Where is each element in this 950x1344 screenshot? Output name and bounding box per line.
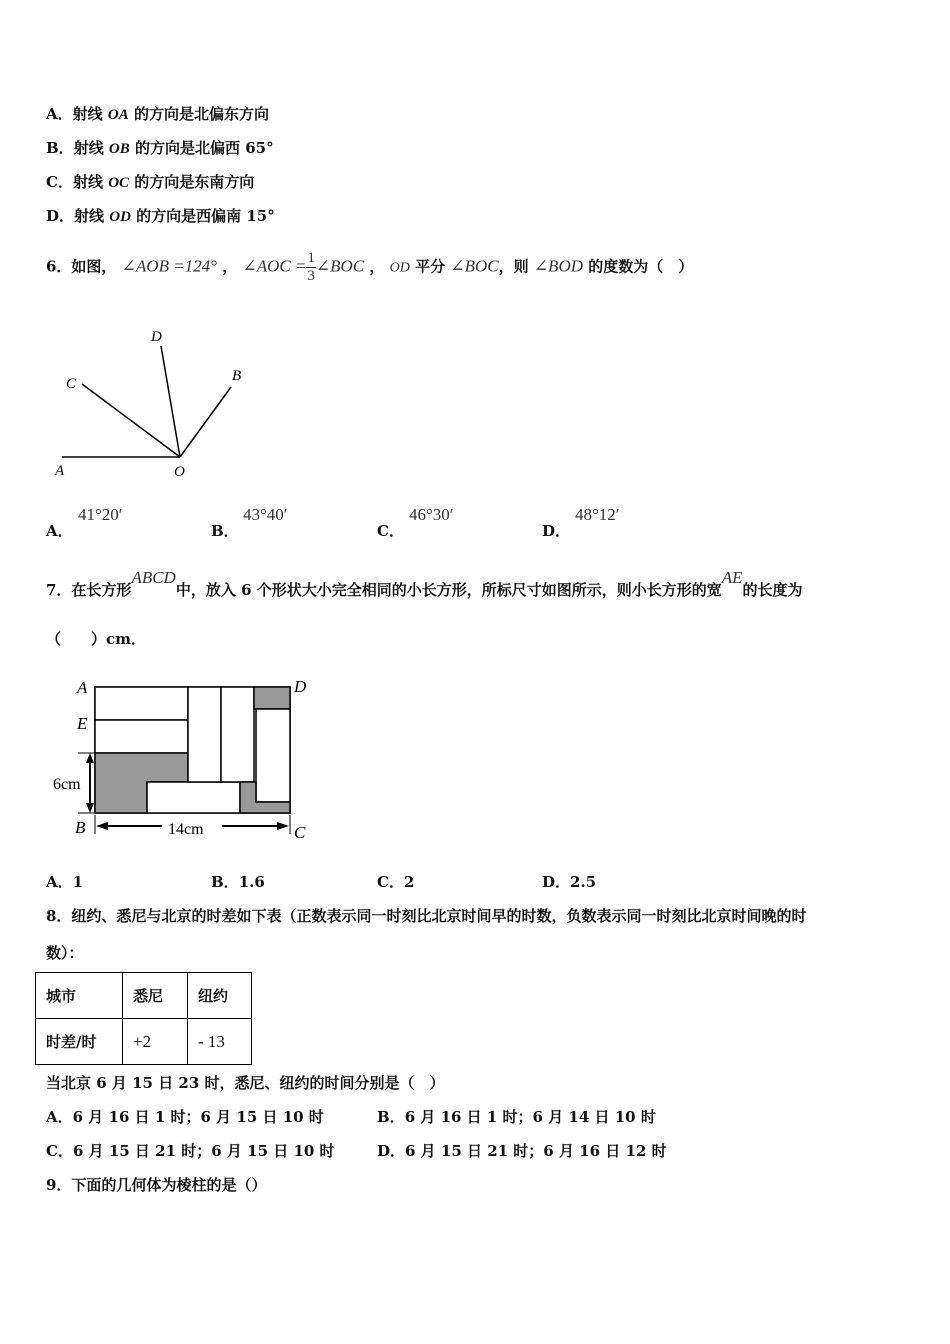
q8-option-d: D．6 月 15 日 21 时；6 月 16 日 12 时	[377, 1142, 667, 1160]
q5-option-b: B．射线 OB 的方向是北偏西 65°	[46, 139, 274, 157]
q8-option-b: B．6 月 16 日 1 时；6 月 14 日 10 时	[377, 1108, 656, 1126]
label-d: D	[151, 329, 162, 345]
label-d: D	[294, 677, 307, 696]
q6-angle-aob: ∠AOB =124°	[121, 256, 217, 276]
table-cell: 时差/时	[36, 1019, 123, 1065]
q6-option-d-value: 48°12′	[575, 505, 620, 524]
table-row	[36, 973, 252, 1019]
time-difference-table	[35, 972, 252, 1065]
ray-oc	[82, 384, 180, 457]
label-6cm: 6cm	[53, 776, 81, 793]
q6-option-b-value: 43°40′	[243, 505, 288, 524]
label-c: C	[66, 376, 77, 392]
label-e: E	[77, 714, 88, 733]
q6-option-b-letter: B．	[211, 522, 239, 540]
q8-stem-line2: 数）：	[46, 944, 84, 962]
table-cell: 纽约	[188, 973, 252, 1019]
label-b: B	[75, 818, 86, 837]
label-o: O	[174, 464, 185, 480]
q8-option-a: A．6 月 16 日 1 时；6 月 15 日 10 时	[46, 1108, 324, 1126]
q5-option-c: C．射线 OC 的方向是东南方向	[46, 173, 255, 191]
q6-fraction: $\frac{1}{3}$	[307, 250, 315, 284]
small-rect-5	[221, 687, 254, 782]
small-rect-2	[95, 720, 188, 753]
label-c: C	[294, 823, 306, 842]
q6-angle-figure	[50, 320, 260, 490]
small-rect-3	[147, 782, 240, 813]
q8-question: 当北京 6 月 15 日 23 时，悉尼、纽约的时间分别是（ ）	[46, 1074, 445, 1092]
small-rect-1	[95, 687, 188, 720]
q5-option-d: D．射线 OD 的方向是西偏南 15°	[46, 207, 275, 225]
q6-stem: 6．如图， ∠AOB =124° ， ∠AOC = $\frac{1}{3}$ ∠BOC ， OD 平分 ∠BOC，则 ∠BOD 的度数为（ ）	[46, 250, 694, 284]
q8-option-c: C．6 月 15 日 21 时；6 月 15 日 10 时	[46, 1142, 335, 1160]
q6-option-a-letter: A．	[46, 522, 73, 540]
q8-stem-line1: 8．纽约、悉尼与北京的时差如下表（正数表示同一时刻比北京时间早的时数，负数表示同一时刻比北京时间晚的时	[46, 907, 807, 925]
table-cell: +2	[123, 1019, 188, 1065]
table-cell: 城市	[36, 973, 123, 1019]
label-a: A	[77, 678, 88, 697]
table-row	[36, 1019, 252, 1065]
q7-stem-line2: （ ）cm．	[46, 630, 147, 648]
q6-option-a-value: 41°20′	[78, 505, 123, 524]
label-b: B	[232, 368, 242, 384]
q7-option-c: C．2	[377, 873, 415, 891]
ray-od	[161, 346, 180, 457]
table-cell: 悉尼	[123, 973, 188, 1019]
q6-option-d-letter: D．	[542, 522, 571, 540]
q7-option-b: B．1.6	[211, 873, 265, 891]
q7-option-d: D．2.5	[542, 873, 597, 891]
table-cell: - 13	[188, 1019, 252, 1065]
q5-option-a: A．射线 OA 的方向是北偏东方向	[46, 105, 269, 123]
q6-option-c-value: 46°30′	[409, 505, 454, 524]
q7-option-a: A．1	[46, 873, 84, 891]
small-rect-6	[256, 709, 290, 802]
q7-rectangle-figure	[50, 672, 320, 847]
q9-stem: 9．下面的几何体为棱柱的是（）	[46, 1176, 267, 1194]
q6-option-c-letter: C．	[377, 522, 404, 540]
label-14cm: 14cm	[168, 821, 204, 838]
ray-ob	[180, 387, 231, 457]
small-rect-4	[188, 687, 221, 782]
shaded-region-top-right	[254, 687, 290, 709]
label-a: A	[55, 463, 65, 479]
q7-stem-line1: 7．在长方形ABCD中，放入 6 个形状大小完全相同的小长方形，所标尺寸如图所示，则小长方形的宽AE的长度为	[46, 568, 803, 599]
